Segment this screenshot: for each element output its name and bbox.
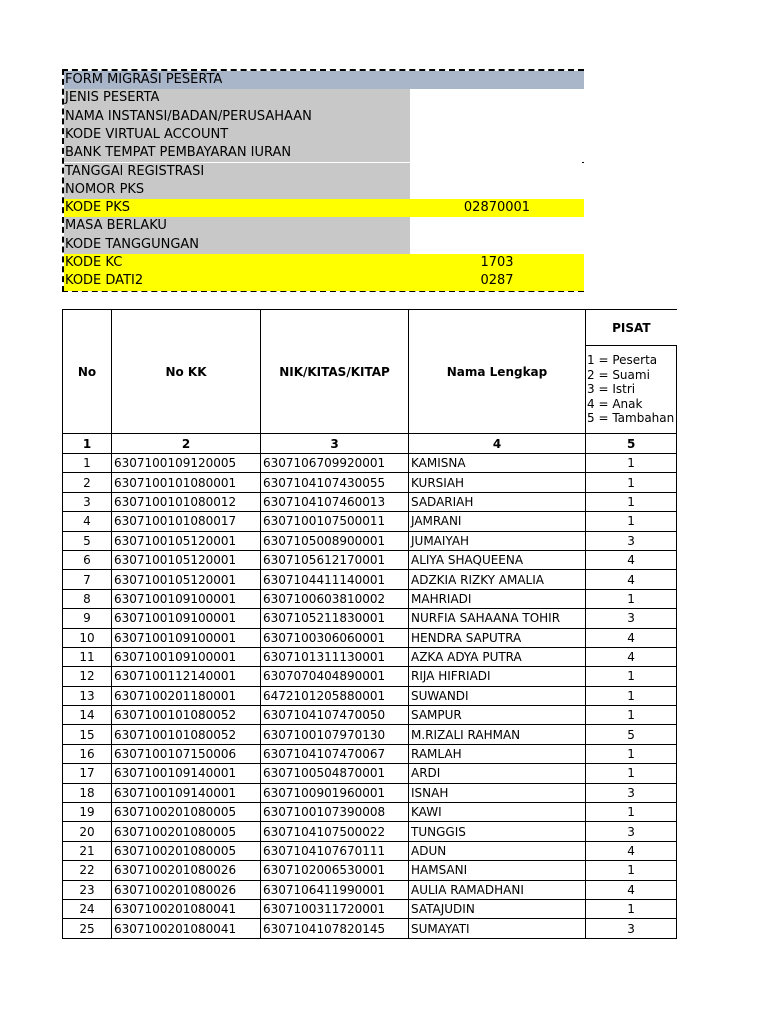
form-migrasi-peserta: [62, 69, 584, 292]
cell-nik: 6307104411140001: [261, 570, 409, 589]
form-label: KODE KC: [65, 255, 123, 270]
cell-nik: 6307100107970130: [261, 725, 409, 744]
cell-pisat: 4: [586, 628, 677, 647]
form-label: KODE PKS: [65, 200, 131, 216]
participant-table: [62, 309, 677, 939]
table-row: [63, 570, 677, 589]
cell-pisat: 3: [586, 609, 677, 628]
form-value: 02870001: [463, 200, 531, 216]
cell-no: 6: [63, 550, 112, 569]
column-index-row: [63, 434, 677, 454]
cell-no: 9: [63, 609, 112, 628]
table-row: [63, 744, 677, 763]
form-value-cell: [410, 181, 584, 199]
cell-no-kk: 6307100101080017: [112, 512, 261, 531]
form-row: [64, 217, 584, 235]
cell-no-kk: 6307100109140001: [112, 764, 261, 783]
table-row: [63, 454, 677, 473]
cell-pisat: 4: [586, 647, 677, 666]
cell-nik: 6307105008900001: [261, 531, 409, 550]
cell-no: 18: [63, 783, 112, 802]
table-row: [63, 919, 677, 938]
cell-no: 19: [63, 803, 112, 822]
cell-no: 21: [63, 841, 112, 860]
cell-no: 10: [63, 628, 112, 647]
cell-nik: 6307102006530001: [261, 861, 409, 880]
cell-nama: KAMISNA: [409, 454, 586, 473]
pisat-legend-item: 4 = Anak: [587, 396, 643, 411]
cell-no: 22: [63, 861, 112, 880]
cell-pisat: 3: [586, 531, 677, 550]
cell-nama: ADZKIA RIZKY AMALIA: [409, 570, 586, 589]
table-row: [63, 667, 677, 686]
header-pisat: PISAT: [586, 310, 677, 346]
form-label: KODE VIRTUAL ACCOUNT: [65, 126, 229, 142]
form-label: NAMA INSTANSI/BADAN/PERUSAHAAN: [65, 108, 312, 124]
column-index-cell: 5: [586, 434, 677, 454]
cell-no: 13: [63, 686, 112, 705]
cell-no: 12: [63, 667, 112, 686]
cell-nama: AULIA RAMADHANI: [409, 880, 586, 899]
cell-nik: 6307104107470050: [261, 706, 409, 725]
form-row: [64, 126, 584, 144]
cell-no: 14: [63, 706, 112, 725]
cell-nama: ALIYA SHAQUEENA: [409, 550, 586, 569]
table-row: [63, 609, 677, 628]
table-row: [63, 764, 677, 783]
cell-no-kk: 6307100105120001: [112, 570, 261, 589]
cell-nama: ISNAH: [409, 783, 586, 802]
form-value-cell: [410, 236, 584, 254]
cell-nik: 6307100603810002: [261, 589, 409, 608]
cell-no-kk: 6307100109100001: [112, 628, 261, 647]
cell-no-kk: 6307100109120005: [112, 454, 261, 473]
cell-nama: AZKA ADYA PUTRA: [409, 647, 586, 666]
cell-no: 23: [63, 880, 112, 899]
form-label: JENIS PESERTA: [65, 90, 160, 106]
column-index-cell: 3: [261, 434, 409, 454]
table-row: [63, 822, 677, 841]
form-value-cell: [410, 144, 584, 162]
cell-nik: 6307105612170001: [261, 550, 409, 569]
cell-no-kk: 6307100101080052: [112, 725, 261, 744]
cell-no-kk: 6307100105120001: [112, 531, 261, 550]
cell-nik: 6472101205880001: [261, 686, 409, 705]
cell-no: 4: [63, 512, 112, 531]
cell-nik: 6307100107500011: [261, 512, 409, 531]
cell-no-kk: 6307100101080052: [112, 706, 261, 725]
cell-no: 20: [63, 822, 112, 841]
cell-pisat: 1: [586, 492, 677, 511]
cell-nik: 6307105211830001: [261, 609, 409, 628]
cell-nik: 6307104107470067: [261, 744, 409, 763]
cell-no-kk: 6307100201080005: [112, 803, 261, 822]
cell-nik: 6307104107820145: [261, 919, 409, 938]
form-row: [64, 163, 584, 181]
table-row: [63, 512, 677, 531]
cell-no-kk: 6307100105120001: [112, 550, 261, 569]
form-value-cell: [410, 89, 584, 107]
cell-nama: MAHRIADI: [409, 589, 586, 608]
cell-pisat: 1: [586, 473, 677, 492]
table-row: [63, 492, 677, 511]
table-row: [63, 550, 677, 569]
form-value-cell: [410, 163, 584, 181]
form-label: TANGGAl REGISTRASI: [65, 163, 205, 179]
cell-no: 15: [63, 725, 112, 744]
header-no-kk: No KK: [112, 310, 261, 434]
form-value-cell: [410, 217, 584, 235]
cell-nik: 6307100311720001: [261, 899, 409, 918]
cell-no-kk: 6307100109100001: [112, 647, 261, 666]
cell-pisat: 1: [586, 861, 677, 880]
cell-nik: 6307100107390008: [261, 803, 409, 822]
cell-no-kk: 6307100201080026: [112, 861, 261, 880]
cell-no: 11: [63, 647, 112, 666]
cell-no-kk: 6307100201080041: [112, 899, 261, 918]
table-row: [63, 861, 677, 880]
table-row: [63, 841, 677, 860]
column-index-cell: 2: [112, 434, 261, 454]
table-row: [63, 628, 677, 647]
cell-nik: 6307100306060001: [261, 628, 409, 647]
cell-nama: KURSIAH: [409, 473, 586, 492]
cell-nik: 6307104107670111: [261, 841, 409, 860]
table-row: [63, 706, 677, 725]
cell-nik: 6307070404890001: [261, 667, 409, 686]
form-row: [64, 108, 584, 126]
cell-pisat: 4: [586, 880, 677, 899]
form-label: KODE TANGGUNGAN: [65, 236, 200, 252]
table-row: [63, 686, 677, 705]
cell-nama: TUNGGIS: [409, 822, 586, 841]
form-value: 0287: [480, 273, 514, 289]
cell-no-kk: 6307100201080005: [112, 822, 261, 841]
table-row: [63, 803, 677, 822]
pisat-legend-item: 5 = Tambahan: [587, 411, 675, 426]
cell-nik: 6307100504870001: [261, 764, 409, 783]
form-title: FORM MIGRASI PESERTA: [65, 72, 223, 87]
cell-pisat: 4: [586, 570, 677, 589]
cell-no-kk: 6307100201080005: [112, 841, 261, 860]
cell-nik: 6307104107500022: [261, 822, 409, 841]
cell-no: 24: [63, 899, 112, 918]
table-row: [63, 783, 677, 802]
cell-nama: SUWANDI: [409, 686, 586, 705]
cell-pisat: 1: [586, 686, 677, 705]
form-label: KODE DATI2: [65, 273, 144, 289]
cell-nama: KAWI: [409, 803, 586, 822]
cell-no-kk: 6307100201080041: [112, 919, 261, 938]
cell-nama: JAMRANI: [409, 512, 586, 531]
table-row: [63, 647, 677, 666]
cell-pisat: 3: [586, 783, 677, 802]
header-no: No: [63, 310, 112, 434]
cell-no: 2: [63, 473, 112, 492]
cell-nama: SUMAYATI: [409, 919, 586, 938]
cell-pisat: 3: [586, 919, 677, 938]
cell-pisat: 1: [586, 899, 677, 918]
form-label: NOMOR PKS: [65, 181, 145, 197]
cell-pisat: 1: [586, 667, 677, 686]
cell-nama: NURFIA SAHAANA TOHIR: [409, 609, 586, 628]
table-row: [63, 473, 677, 492]
table-row: [63, 531, 677, 550]
cell-no: 5: [63, 531, 112, 550]
cell-pisat: 1: [586, 744, 677, 763]
cell-nik: 6307106411990001: [261, 880, 409, 899]
pisat-legend: [586, 346, 677, 434]
cell-no: 3: [63, 492, 112, 511]
form-row: [64, 272, 584, 290]
cell-nama: HENDRA SAPUTRA: [409, 628, 586, 647]
form-row: [64, 236, 584, 254]
cell-no-kk: 6307100101080012: [112, 492, 261, 511]
cell-nama: RIJA HIFRIADI: [409, 667, 586, 686]
pisat-legend-item: 1 = Peserta: [587, 353, 658, 368]
cell-pisat: 4: [586, 841, 677, 860]
cell-pisat: 1: [586, 764, 677, 783]
table-row: [63, 880, 677, 899]
cell-nama: RAMLAH: [409, 744, 586, 763]
cell-no-kk: 6307100109140001: [112, 783, 261, 802]
cell-no-kk: 6307100101080001: [112, 473, 261, 492]
cell-nama: ADUN: [409, 841, 586, 860]
cell-pisat: 1: [586, 589, 677, 608]
cell-no: 7: [63, 570, 112, 589]
cell-pisat: 4: [586, 550, 677, 569]
cell-pisat: 1: [586, 706, 677, 725]
cell-no: 8: [63, 589, 112, 608]
form-label: BANK TEMPAT PEMBAYARAN IURAN: [65, 145, 292, 161]
form-value-cell: [410, 126, 584, 144]
cell-pisat: 3: [586, 822, 677, 841]
header-nama: Nama Lengkap: [409, 310, 586, 434]
cell-no-kk: 6307100109100001: [112, 589, 261, 608]
cell-no: 17: [63, 764, 112, 783]
cell-pisat: 5: [586, 725, 677, 744]
cell-nik: 6307104107430055: [261, 473, 409, 492]
cell-no-kk: 6307100109100001: [112, 609, 261, 628]
cell-no: 25: [63, 919, 112, 938]
cell-nama: JUMAIYAH: [409, 531, 586, 550]
cell-no-kk: 6307100112140001: [112, 667, 261, 686]
cell-nama: SADARIAH: [409, 492, 586, 511]
pisat-legend-item: 3 = Istri: [587, 382, 636, 397]
form-row: [64, 89, 584, 107]
cell-no-kk: 6307100107150006: [112, 744, 261, 763]
cell-no: 1: [63, 454, 112, 473]
cell-nik: 6307106709920001: [261, 454, 409, 473]
cell-nik: 6307104107460013: [261, 492, 409, 511]
form-label: MASA BERLAKU: [65, 218, 167, 234]
cell-pisat: 1: [586, 454, 677, 473]
form-row: [64, 254, 584, 272]
cell-nama: ARDI: [409, 764, 586, 783]
cell-nama: SATAJUDIN: [409, 899, 586, 918]
cell-nik: 6307100901960001: [261, 783, 409, 802]
column-index-cell: 4: [409, 434, 586, 454]
table-row: [63, 725, 677, 744]
form-row: [64, 199, 584, 217]
cell-nama: SAMPUR: [409, 706, 586, 725]
pisat-legend-item: 2 = Suami: [587, 367, 650, 382]
table-row: [63, 899, 677, 918]
cell-no-kk: 6307100201080026: [112, 880, 261, 899]
cell-nik: 6307101311130001: [261, 647, 409, 666]
cell-no-kk: 6307100201180001: [112, 686, 261, 705]
form-title-row: [64, 71, 584, 89]
form-row: [64, 181, 584, 199]
form-value: 1703: [480, 255, 514, 270]
cell-pisat: 1: [586, 512, 677, 531]
header-nik: NIK/KITAS/KITAP: [261, 310, 409, 434]
form-value-cell: [410, 108, 584, 126]
cell-nama: M.RIZALI RAHMAN: [409, 725, 586, 744]
column-index-cell: 1: [63, 434, 112, 454]
table-row: [63, 589, 677, 608]
cell-pisat: 1: [586, 803, 677, 822]
cell-no: 16: [63, 744, 112, 763]
cell-nama: HAMSANI: [409, 861, 586, 880]
form-row: [64, 144, 584, 162]
